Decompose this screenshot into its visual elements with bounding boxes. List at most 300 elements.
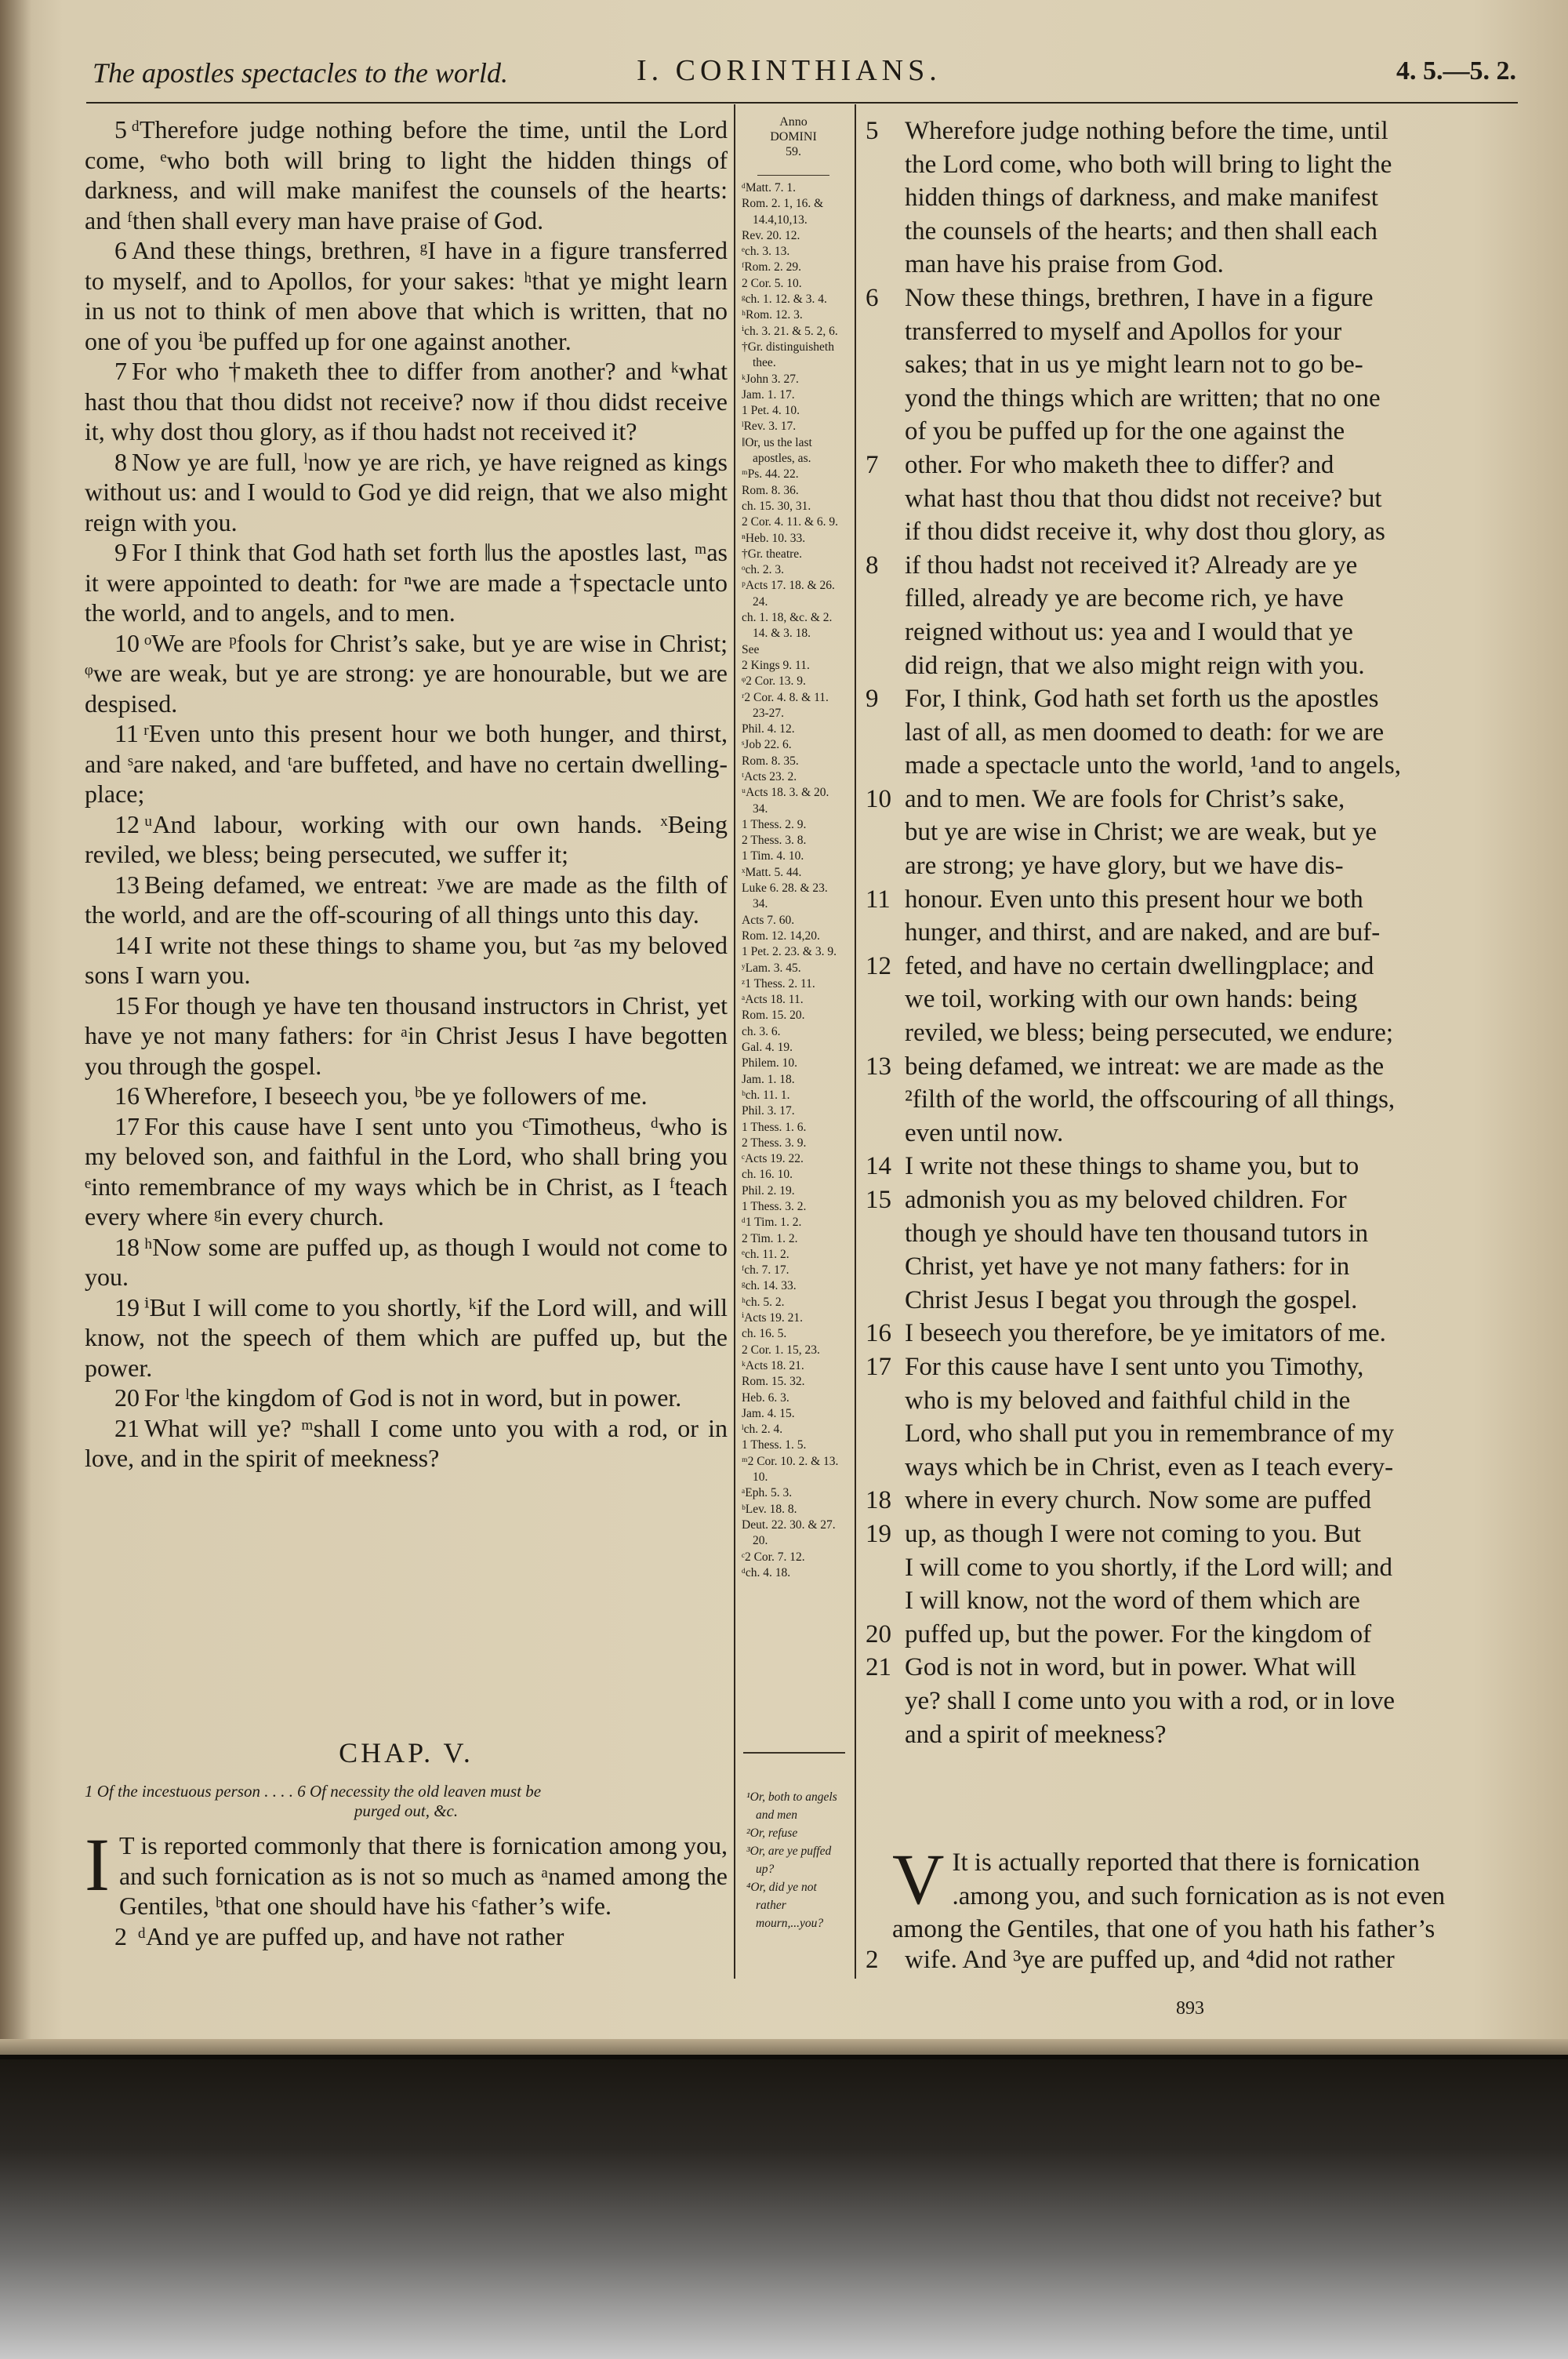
cross-reference: ᵍch. 1. 12. & 3. 4.: [742, 293, 827, 307]
rv-line-text: hidden things of darkness, and make manifest: [905, 184, 1378, 213]
rv-line: [866, 950, 1516, 983]
page-header: [93, 49, 1516, 96]
rv-chapter5-line-3: among the Gentiles, that one of you hath his father’s: [892, 1915, 1436, 1944]
chapter-reference: 4. 5.—5. 2.: [1396, 56, 1516, 85]
cross-reference: ch. 1. 18, &c. & 2. 14. & 3. 18.: [742, 611, 833, 641]
kjv-verse: [85, 930, 728, 990]
rv-column: [866, 114, 1516, 1751]
cross-reference: ᵇLev. 18. 8.: [742, 1502, 797, 1516]
rv-line: [866, 482, 1516, 516]
rv-line: [866, 1350, 1516, 1384]
verse-text: ᵈTherefore judge nothing before the time, until the Lord come, ᵉwho both will bring to light the hidden things of darkness, and will make manifest the counsels of the hearts: and ᶠthen shall every man have praise of God.: [85, 115, 728, 234]
rv-verse-number: [866, 1685, 905, 1718]
cross-reference: ᵈ1 Tim. 1. 2.: [742, 1216, 802, 1230]
rv-line: [866, 716, 1516, 750]
rv-verse-number: [866, 649, 905, 683]
cross-reference: 2 Thess. 3. 8.: [742, 834, 807, 848]
rv-chapter5-line-4: wife. And ³ye are puffed up, and ⁴did not rather: [905, 1946, 1395, 1974]
rv-chapter5-line-2: .among you, and such fornication as is not even: [952, 1881, 1446, 1910]
rv-verse-number: 13: [866, 1052, 891, 1081]
verse-text: For ˡthe kingdom of God is not in word, but in power.: [144, 1383, 682, 1412]
rv-verse-number: 2: [866, 1946, 879, 1974]
rv-line: [866, 549, 1516, 583]
rv-line: [866, 1016, 1516, 1050]
rv-line-text: I write not these things to shame you, but to: [905, 1152, 1359, 1181]
rv-verse-number: 16: [866, 1319, 891, 1348]
cross-reference: ᵉch. 3. 13.: [742, 245, 790, 259]
verse-text: Now ye are full, ˡnow ye are rich, ye have reigned as kings without us: and I would to God ye did reign, that we also might reign with you.: [85, 447, 728, 536]
cross-reference: ᵐPs. 44. 22.: [742, 467, 799, 482]
rv-verse-number: [866, 1451, 905, 1485]
cross-reference: ᵍch. 14. 33.: [742, 1279, 797, 1293]
rv-line-text: even until now.: [905, 1118, 1064, 1147]
cross-reference: 2 Thess. 3. 9.: [742, 1136, 807, 1150]
rv-line: [866, 382, 1516, 416]
rv-line-text: admonish you as my beloved children. For: [905, 1186, 1347, 1214]
cross-reference: ⁱch. 3. 21. & 5. 2, 6.: [742, 324, 838, 338]
rv-line-text: if thou hadst not received it? Already are ye: [905, 551, 1358, 580]
rv-verse-number: [866, 816, 905, 849]
rv-verse-number: 10: [866, 784, 891, 813]
rv-line: [866, 348, 1516, 382]
rv-footnotes: [746, 1788, 842, 1932]
rv-line: [866, 1317, 1516, 1350]
verse-text: And these things, brethren, ᵍI have in a figure transferred to myself, and to Apollos, for your sakes: ʰthat ye might learn in us not to think of men above that which is written, that no one of you ⁱbe puffed up for one against another.: [85, 236, 728, 355]
rv-footnote: ³Or, are ye puffed up?: [746, 1845, 832, 1876]
rv-verse-number: [866, 482, 905, 516]
rv-verse-number: [866, 749, 905, 783]
cross-reference: Philem. 10.: [742, 1056, 798, 1070]
rv-verse-number: [866, 348, 905, 382]
rv-line-text: Christ, yet have ye not many fathers: for in: [905, 1252, 1350, 1281]
cross-reference: ⁱActs 19. 21.: [742, 1311, 804, 1325]
header-rule: [86, 102, 1518, 104]
cross-reference: Rom. 2. 1, 16. & 14.4,10,13.: [742, 197, 824, 227]
right-column-rule: [855, 104, 856, 1979]
verse-text: For this cause have I sent unto you ᶜTimotheus, ᵈwho is my beloved son, and faithful in the Lord, who shall bring you ᵉinto remembrance of my ways which be in Christ, as I ᶠteach every where ᵍin every church.: [85, 1111, 728, 1230]
cross-reference: ᵈch. 4. 18.: [742, 1565, 791, 1579]
verse-number: 15: [114, 990, 140, 1020]
rv-verse-number: [866, 515, 905, 549]
rv-line-text: I will know, not the word of them which are: [905, 1587, 1360, 1616]
rv-line-text: ²filth of the world, the offscouring of all things,: [905, 1085, 1396, 1114]
anno-rule: [757, 175, 829, 176]
rv-line: [866, 1050, 1516, 1084]
margin-references: [742, 114, 845, 1581]
rv-verse-number: [866, 215, 905, 249]
verse-1-text: T is reported commonly that there is fornication among you, and such fornication as is not so much as ᵃnamed among the Gentiles, ᵇthat one should have his ᶜfather’s wife.: [118, 1831, 728, 1920]
cross-reference: ᵏJohn 3. 27.: [742, 372, 799, 386]
rv-verse-number: 14: [866, 1152, 891, 1181]
anno-label: Anno: [779, 115, 808, 129]
cross-reference: ʳ2 Cor. 4. 8. & 11. 23-27.: [742, 690, 829, 720]
cross-reference: ch. 16. 10.: [742, 1168, 793, 1182]
rv-verse-number: [866, 716, 905, 750]
verse-text: Wherefore, I beseech you, ᵇbe ye followers of me.: [144, 1081, 648, 1110]
rv-line: [866, 1618, 1516, 1652]
anno-domini: [742, 114, 845, 159]
cross-reference: ᵗActs 23. 2.: [742, 769, 797, 783]
rv-line-text: For, I think, God hath set forth us the apostles: [905, 685, 1379, 714]
rv-verse-number: [866, 315, 905, 349]
rv-verse-number: [866, 248, 905, 282]
cross-reference: Phil. 4. 12.: [742, 722, 795, 736]
rv-line: [866, 816, 1516, 849]
cross-reference: ˡch. 2. 4.: [742, 1423, 783, 1437]
chapter5-text: [85, 1823, 728, 1951]
rv-line-text: but ye are wise in Christ; we are weak, but ye: [905, 818, 1377, 847]
rv-line-text: hunger, and thirst, and are naked, and are buf-: [905, 918, 1381, 947]
cross-reference: 2 Cor. 4. 11. & 6. 9.: [742, 515, 839, 529]
cross-reference: ᵉch. 11. 2.: [742, 1247, 789, 1261]
rv-verse-number: 8: [866, 551, 879, 580]
verse-text: ᵒWe are ᵖfools for Christ’s sake, but ye are wise in Christ; ᵠwe are weak, but ye are strong: ye are honourable, but we are despised.: [85, 628, 728, 718]
rv-line-text: For this cause have I sent unto you Timothy,: [905, 1352, 1364, 1381]
rv-line: [866, 1718, 1516, 1752]
cross-reference: 1 Thess. 1. 6.: [742, 1120, 807, 1134]
rv-verse-number: [866, 916, 905, 950]
cross-reference: ⁿHeb. 10. 33.: [742, 531, 806, 545]
rv-line-text: ye? shall I come unto you with a rod, or in love: [905, 1686, 1396, 1715]
cross-reference: 2 Kings 9. 11.: [742, 658, 810, 672]
cross-reference: 1 Thess. 1. 5.: [742, 1438, 807, 1452]
rv-verse-number: [866, 1284, 905, 1318]
rv-verse-number: [866, 181, 905, 215]
rv-line: [866, 148, 1516, 182]
cross-reference: Jam. 1. 17.: [742, 387, 795, 402]
cross-reference: ᵘActs 18. 3. & 20. 34.: [742, 786, 829, 816]
rv-line: [866, 1484, 1516, 1518]
rv-verse-number: 12: [866, 951, 891, 980]
cross-reference: ᵐ2 Cor. 10. 2. & 13. 10.: [742, 1454, 839, 1485]
rv-line-text: last of all, as men doomed to death: for we are: [905, 718, 1385, 747]
rv-line: [866, 582, 1516, 616]
rv-line: [866, 883, 1516, 917]
cross-reference: ‖Or, us the last apostles, as.: [742, 435, 812, 466]
rv-line: [866, 315, 1516, 349]
rv-verse-number: 6: [866, 283, 879, 312]
rv-verse-number: 20: [866, 1619, 891, 1648]
cross-reference: ᶜActs 19. 22.: [742, 1152, 804, 1166]
rv-line: [866, 1584, 1516, 1618]
kjv-verse: [85, 537, 728, 628]
cross-reference: ˣMatt. 5. 44.: [742, 865, 802, 879]
page-number: 893: [1176, 1998, 1204, 2019]
cross-reference: ch. 15. 30, 31.: [742, 499, 811, 513]
rv-verse-number: [866, 382, 905, 416]
kjv-verse: [85, 1413, 728, 1474]
rv-verse-number: [866, 1551, 905, 1585]
rv-line-text: did reign, that we also might reign with you.: [905, 651, 1365, 680]
running-head: The apostles spectacles to the world.: [93, 57, 508, 89]
cross-reference: ᵠ2 Cor. 13. 9.: [742, 674, 806, 689]
verse-number: 5: [114, 115, 127, 144]
verse-number: 6: [114, 236, 127, 264]
rv-line-text: made a spectacle unto the world, ¹and to angels,: [905, 751, 1402, 780]
rv-verse-number: [866, 148, 905, 182]
cross-reference: ᵈMatt. 7. 1.: [742, 181, 796, 194]
rv-footnote: ²Or, refuse: [746, 1826, 798, 1840]
rv-chapter5-text: [892, 1839, 1516, 1946]
cross-reference: ch. 16. 5.: [742, 1327, 787, 1341]
margin-divider: [743, 1752, 845, 1754]
kjv-verse: [85, 718, 728, 809]
cross-reference: ch. 3. 6.: [742, 1024, 781, 1038]
rv-verse-number: 11: [866, 885, 891, 914]
verse-number: 9: [114, 538, 127, 566]
cross-reference: Gal. 4. 19.: [742, 1041, 793, 1055]
rv-line-text: who is my beloved and faithful child in the: [905, 1386, 1351, 1415]
cross-reference: †Gr. theatre.: [742, 547, 803, 561]
rv-verse-number: [866, 582, 905, 616]
rv-verse-number: [866, 1083, 905, 1117]
rv-verse-number: [866, 983, 905, 1016]
rv-line-text: I beseech you therefore, be ye imitators of me.: [905, 1319, 1386, 1348]
rv-line: [866, 1217, 1516, 1251]
verse-number: 10: [114, 628, 140, 657]
rv-line-text: ways which be in Christ, even as I teach every-: [905, 1452, 1394, 1481]
rv-line: [866, 983, 1516, 1016]
cross-reference: ᵇch. 11. 1.: [742, 1088, 790, 1102]
rv-line: [866, 1651, 1516, 1685]
verse-number: 7: [114, 357, 127, 385]
verse-text: For though ye have ten thousand instructors in Christ, yet have ye not many fathers: for ᵃin Christ Jesus I have begotten you through the gospel.: [85, 990, 728, 1080]
rv-line: [866, 1417, 1516, 1451]
verse-text: For who †maketh thee to differ from another? and ᵏwhat hast thou that thou didst not receive? now if thou didst receive it, why dost thou glory, as if thou hadst not received it?: [85, 357, 728, 445]
left-column-rule: [734, 104, 735, 1979]
kjv-verse: [85, 447, 728, 538]
rv-line: [866, 649, 1516, 683]
rv-line: [866, 1183, 1516, 1217]
cross-reference: ᵖActs 17. 18. & 26. 24.: [742, 579, 835, 609]
cross-reference: ˡRev. 3. 17.: [742, 420, 797, 434]
verse-text: ⁱBut I will come to you shortly, ᵏif the Lord will, and will know, not the speech of them which are puffed up, but the power.: [85, 1292, 728, 1382]
rv-line: [866, 1451, 1516, 1485]
cross-reference: ᶠch. 7. 17.: [742, 1263, 789, 1278]
rv-verse-number: [866, 1384, 905, 1418]
cross-reference: ᵒch. 2. 3.: [742, 563, 784, 577]
rv-line: [866, 1518, 1516, 1551]
rv-verse-number: [866, 616, 905, 649]
cross-reference: See: [742, 642, 760, 656]
kjv-verse: [85, 870, 728, 930]
verse-2-text: ᵈAnd ye are puffed up, and have not rather: [138, 1921, 564, 1950]
rv-line-text: we toil, working with our own hands: being: [905, 985, 1358, 1014]
rv-chapter5-last-line: [866, 1946, 1516, 1975]
rv-line-text: what hast thou that thou didst not receive? but: [905, 484, 1382, 513]
rv-line-text: puffed up, but the power. For the kingdom of: [905, 1619, 1372, 1648]
verse-text: I write not these things to shame you, but ᶻas my beloved sons I warn you.: [85, 930, 728, 989]
kjv-verse: [85, 235, 728, 356]
verse-number: 2: [114, 1921, 127, 1950]
kjv-verse: [85, 1292, 728, 1383]
cross-reference: Jam. 1. 18.: [742, 1072, 795, 1086]
rv-line-text: yond the things which are written; that no one: [905, 383, 1381, 413]
cross-reference: ᶻ1 Thess. 2. 11.: [742, 976, 815, 990]
rv-line-text: and to men. We are fools for Christ’s sake,: [905, 784, 1345, 813]
verse-number: 8: [114, 447, 127, 476]
cross-reference: 2 Tim. 1. 2.: [742, 1231, 798, 1245]
rv-verse-number: 5: [866, 117, 879, 145]
year-label: 59.: [786, 145, 801, 158]
verse-number: 20: [114, 1383, 140, 1412]
cross-reference: Rom. 8. 35.: [742, 754, 799, 768]
rv-line-text: Now these things, brethren, I have in a figure: [905, 283, 1374, 312]
cross-reference: ʸLam. 3. 45.: [742, 961, 801, 975]
rv-line: [866, 415, 1516, 449]
drop-cap: I: [85, 1823, 110, 1906]
rv-line-text: Lord, who shall put you in remembrance of my: [905, 1419, 1395, 1448]
rv-line-text: honour. Even unto this present hour we both: [905, 885, 1363, 914]
rv-line: [866, 1250, 1516, 1284]
cross-reference: Phil. 2. 19.: [742, 1183, 795, 1198]
cross-reference: 1 Pet. 4. 10.: [742, 404, 800, 418]
rv-line-text: filled, already ye are become rich, ye have: [905, 584, 1344, 613]
rv-line: [866, 749, 1516, 783]
rv-verse-number: [866, 1250, 905, 1284]
verse-text: What will ye? ᵐshall I come unto you with a rod, or in love, and in the spirit of meekness?: [85, 1413, 728, 1472]
cross-reference-list: [742, 180, 845, 1581]
kjv-verse: [85, 809, 728, 870]
rv-verse-number: 19: [866, 1519, 891, 1548]
binding-shadow: [0, 0, 31, 2055]
cross-reference: ᵏActs 18. 21.: [742, 1358, 804, 1372]
rv-verse-number: 18: [866, 1486, 891, 1515]
cross-reference: ˢJob 22. 6.: [742, 738, 792, 752]
cross-reference: Acts 7. 60.: [742, 913, 795, 927]
cross-reference: 1 Thess. 3. 2.: [742, 1200, 807, 1213]
cross-reference: Luke 6. 28. & 23. 34.: [742, 881, 828, 911]
cross-reference: ᵃActs 18. 11.: [742, 993, 804, 1007]
kjv-verse: [85, 356, 728, 447]
rv-line: [866, 515, 1516, 549]
cross-reference: Rom. 15. 32.: [742, 1375, 805, 1389]
verse-text: Being defamed, we entreat: ʸwe are made as the filth of the world, and are the off-scouring of all things unto this day.: [85, 870, 728, 929]
kjv-verse: [85, 1232, 728, 1292]
rv-line: [866, 1083, 1516, 1117]
rv-line-text: man have his praise from God.: [905, 250, 1224, 279]
rv-line-text: of you be puffed up for the one against the: [905, 417, 1345, 446]
rv-line: [866, 1551, 1516, 1585]
rv-verse-number: [866, 1117, 905, 1150]
desk-surface: [0, 2059, 1568, 2359]
cross-reference: 2 Cor. 5. 10.: [742, 276, 802, 290]
rv-line-text: where in every church. Now some are puffed: [905, 1486, 1371, 1515]
cross-reference: Jam. 4. 15.: [742, 1406, 795, 1420]
verse-number: 14: [114, 930, 140, 959]
rv-verse-number: [866, 1584, 905, 1618]
cross-reference: 2 Cor. 1. 15, 23.: [742, 1343, 820, 1357]
verse-number: 12: [114, 809, 140, 838]
rv-line-text: sakes; that in us ye might learn not to go be-: [905, 351, 1363, 380]
cross-reference: ᵃEph. 5. 3.: [742, 1486, 793, 1500]
chapter-summary-line-1: 1 Of the incestuous person . . . . 6 Of necessity the old leaven must be: [85, 1782, 542, 1801]
chapter-summary-line-2: purged out, &c.: [354, 1801, 459, 1820]
cross-reference: Rom. 15. 20.: [742, 1009, 805, 1023]
rv-line-text: Wherefore judge nothing before the time, until: [905, 117, 1388, 145]
rv-line-text: feted, and have no certain dwellingplace; and: [905, 951, 1374, 980]
rv-line: [866, 682, 1516, 716]
rv-line-text: if thou didst receive it, why dost thou glory, as: [905, 518, 1385, 547]
rv-verse-number: 21: [866, 1653, 891, 1682]
rv-line: [866, 1284, 1516, 1318]
rv-verse-number: [866, 1718, 905, 1752]
cross-reference: Rom. 8. 36.: [742, 483, 799, 497]
rv-verse-number: 9: [866, 685, 879, 714]
kjv-verse: [85, 114, 728, 235]
rv-line-text: God is not in word, but in power. What will: [905, 1653, 1356, 1682]
verse-1: [85, 1823, 728, 1921]
cross-reference: ʰRom. 12. 3.: [742, 308, 803, 322]
rv-line: [866, 1685, 1516, 1718]
rv-line: [866, 215, 1516, 249]
rv-footnote: ⁴Or, did ye not rather mourn,...you?: [746, 1881, 824, 1930]
rv-line-text: being defamed, we intreat: we are made as the: [905, 1052, 1385, 1081]
rv-line-text: Christ Jesus I begat you through the gospel.: [905, 1285, 1358, 1314]
domini-label: DOMINI: [770, 130, 817, 144]
page-edge: [0, 2039, 1568, 2055]
verse-number: 13: [114, 870, 140, 899]
rv-line: [866, 1150, 1516, 1183]
rv-line-text: the counsels of the hearts; and then shall each: [905, 216, 1377, 245]
kjv-verse: [85, 628, 728, 719]
rv-drop-cap: V: [892, 1839, 945, 1919]
verse-number: 11: [114, 719, 139, 747]
rv-line: [866, 248, 1516, 282]
verse-number: 17: [114, 1111, 140, 1140]
rv-line: [866, 916, 1516, 950]
kjv-verse: [85, 990, 728, 1081]
cross-reference: 1 Tim. 4. 10.: [742, 849, 804, 863]
rv-line: [866, 849, 1516, 883]
rv-line-text: the Lord come, who both will bring to light the: [905, 150, 1392, 179]
rv-verse-number: [866, 1217, 905, 1251]
rv-line: [866, 181, 1516, 215]
cross-reference: ʰch. 5. 2.: [742, 1295, 785, 1309]
verse-2: [85, 1921, 728, 1952]
verse-text: For I think that God hath set forth ‖us the apostles last, ᵐas it were appointed to death: for ⁿwe are made a †spectacle unto the world, and to angels, and to men.: [85, 538, 728, 627]
cross-reference: Heb. 6. 3.: [742, 1390, 789, 1405]
rv-line-text: are strong; ye have glory, but we have dis-: [905, 852, 1344, 881]
rv-line-text: reviled, we bless; being persecuted, we endure;: [905, 1019, 1394, 1048]
rv-line: [866, 282, 1516, 315]
verse-number: 16: [114, 1081, 140, 1110]
rv-line: [866, 114, 1516, 148]
rv-verse-number: 17: [866, 1352, 891, 1381]
cross-reference: ᶜ2 Cor. 7. 12.: [742, 1550, 805, 1564]
rv-line-text: other. For who maketh thee to differ? and: [905, 450, 1334, 479]
cross-reference: Phil. 3. 17.: [742, 1104, 795, 1118]
cross-reference: Rom. 12. 14,20.: [742, 929, 820, 943]
rv-chapter5-opening: [892, 1839, 1516, 1919]
kjv-column: [85, 114, 728, 1474]
rv-line-text: and a spirit of meekness?: [905, 1720, 1167, 1749]
rv-line: [866, 783, 1516, 816]
rv-line: [866, 449, 1516, 482]
rv-line-text: up, as though I were not coming to you. But: [905, 1519, 1362, 1548]
cross-reference: Rev. 20. 12.: [742, 228, 800, 242]
rv-line-text: I will come to you shortly, if the Lord will; and: [905, 1553, 1393, 1582]
cross-reference: 1 Pet. 2. 23. & 3. 9.: [742, 945, 837, 959]
rv-chapter5-line-1: It is actually reported that there is fornication: [952, 1848, 1420, 1877]
cross-reference: 1 Thess. 2. 9.: [742, 817, 807, 831]
rv-line-text: transferred to myself and Apollos for your: [905, 317, 1342, 346]
verse-text: ᵘAnd labour, working with our own hands. ˣBeing reviled, we bless; being persecuted, we suffer it;: [85, 809, 728, 868]
kjv-verse: [85, 1383, 728, 1413]
kjv-verse: [85, 1081, 728, 1111]
rv-line-text: reigned without us: yea and I would that ye: [905, 617, 1353, 646]
chapter-summary: [85, 1782, 728, 1821]
